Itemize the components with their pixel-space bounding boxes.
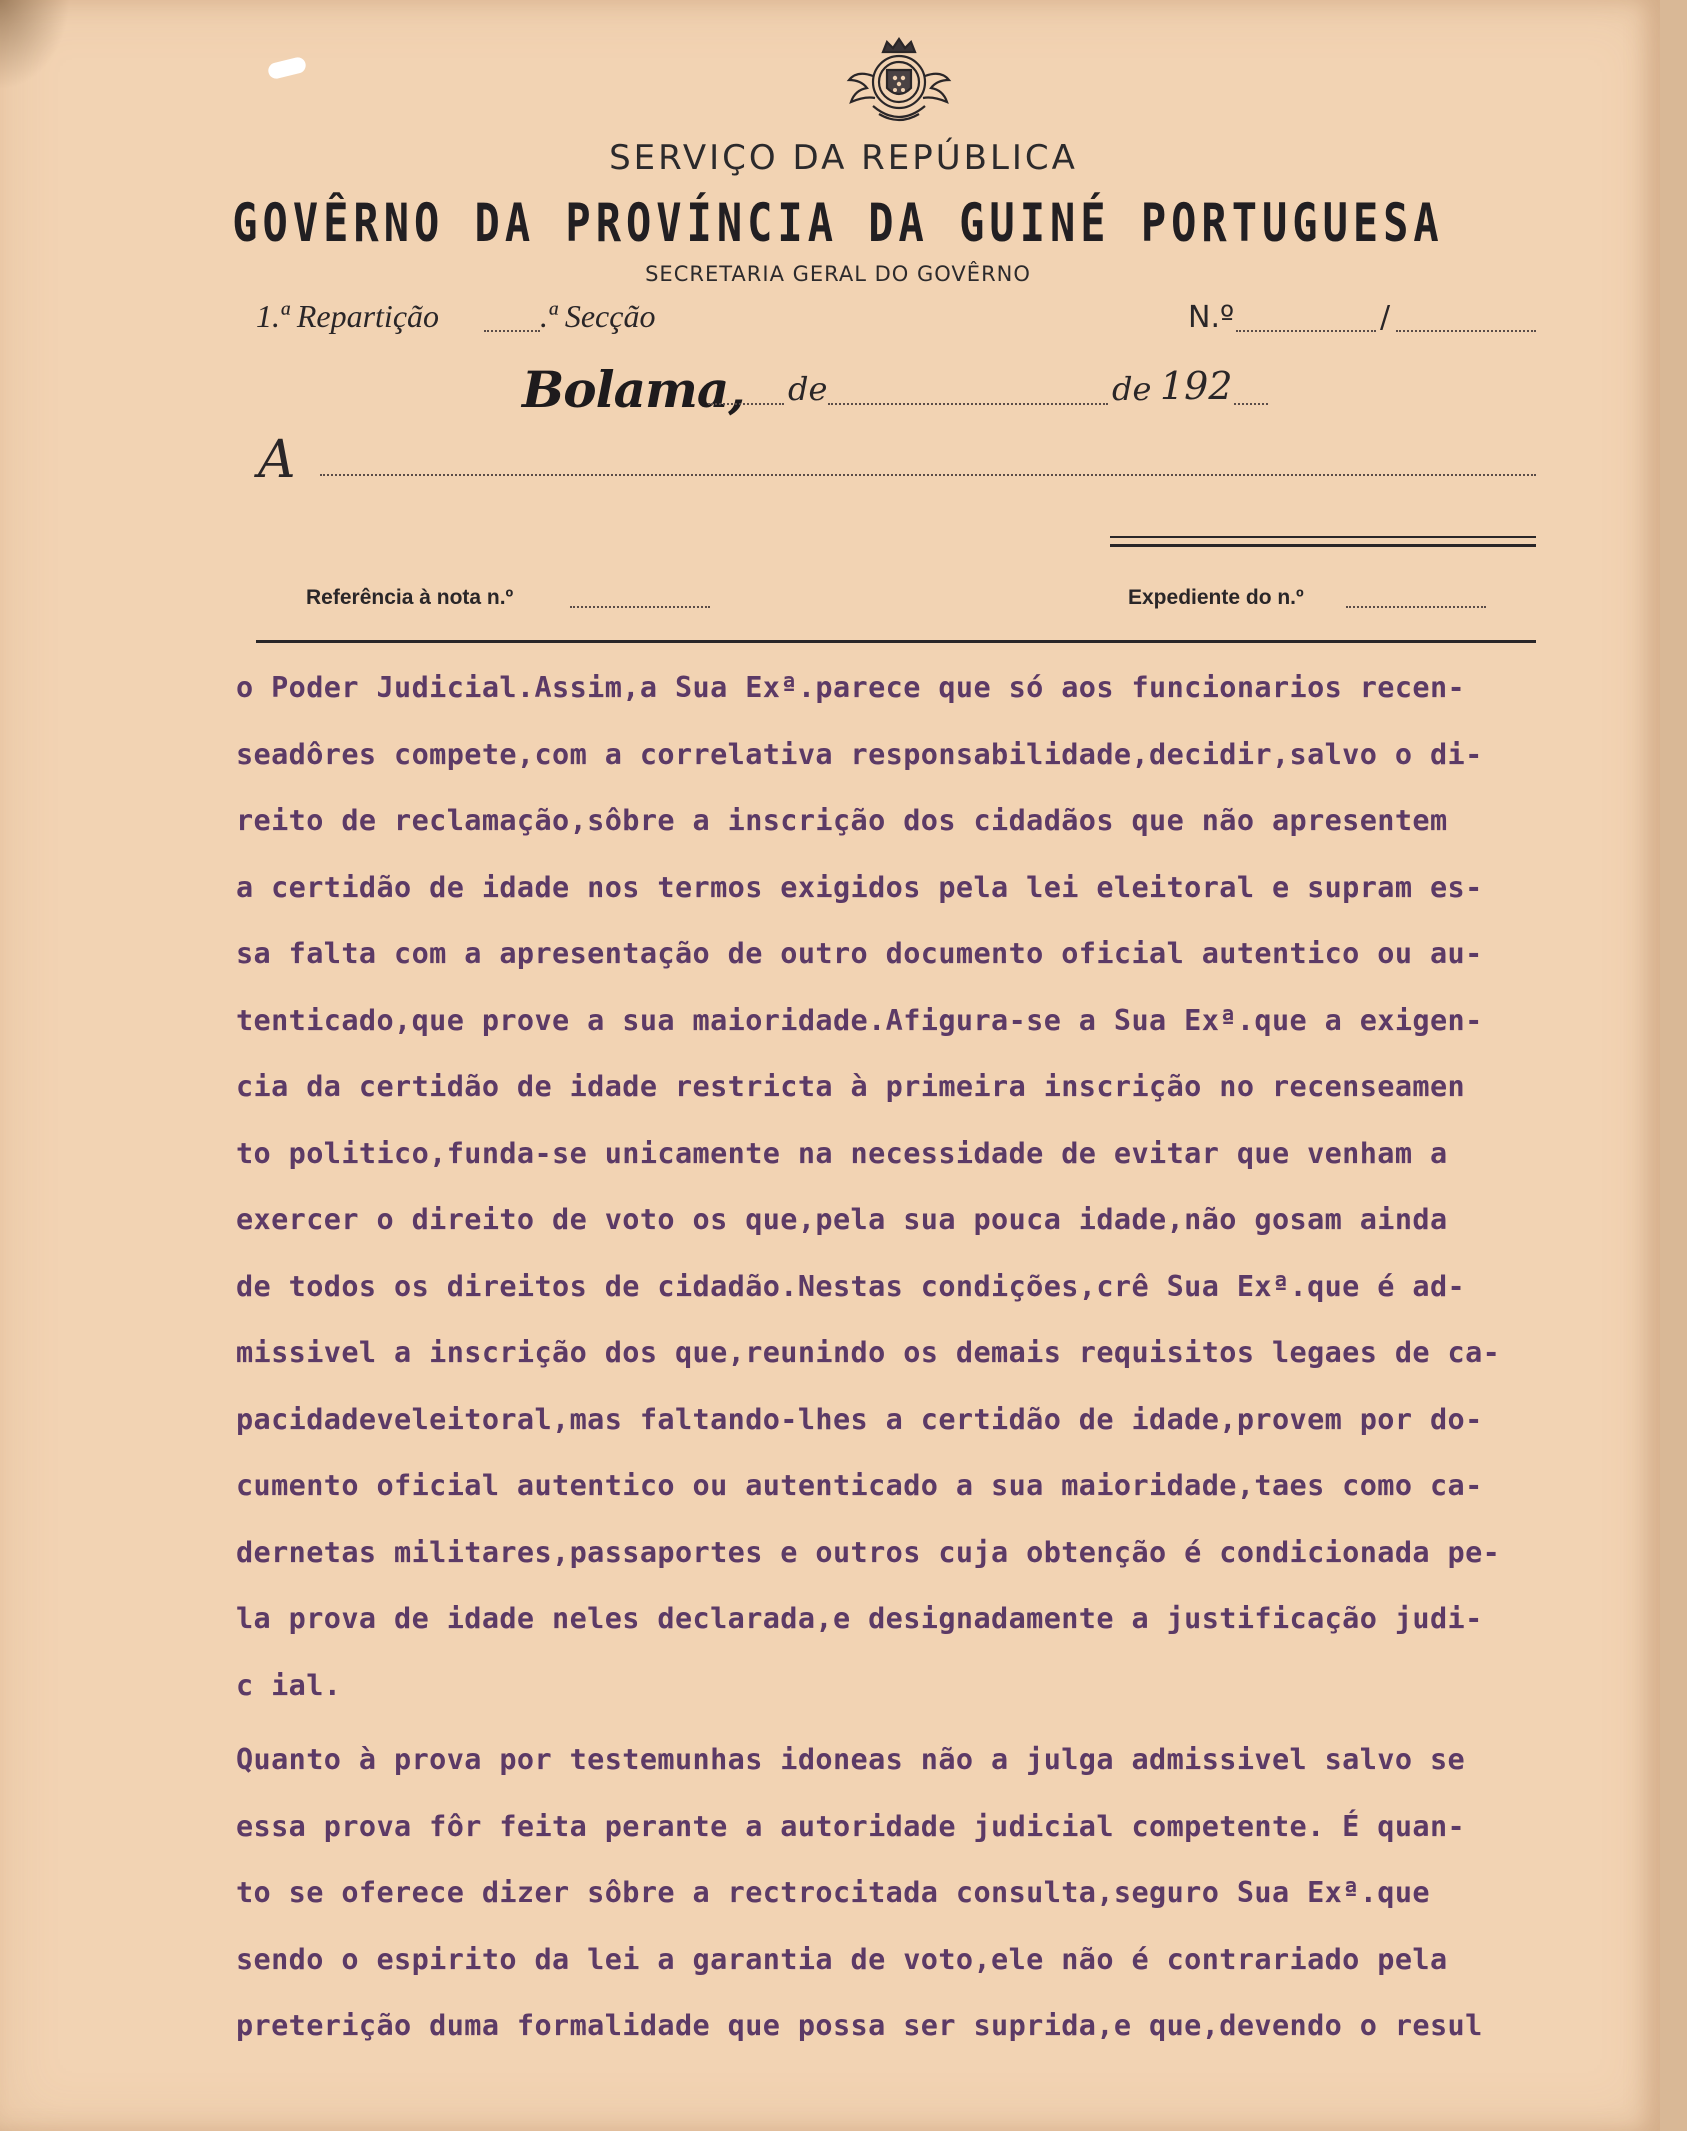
date-de-2: de xyxy=(1112,370,1152,408)
addressee-blank[interactable] xyxy=(320,474,1536,476)
body-line: sendo o espirito da lei a garantia de voto,ele não é contrariado pela xyxy=(236,1942,1448,1976)
body-line: dernetas militares,passaportes e outros cuja obtenção é condicionada pe- xyxy=(236,1535,1501,1569)
body-line: exercer o direito de voto os que,pela sua pouca idade,não gosam ainda xyxy=(236,1203,1448,1236)
referencia-blank[interactable] xyxy=(570,606,710,608)
header-line-3: SECRETARIA GERAL DO GOVÊRNO xyxy=(645,262,1031,286)
numero-label: N.º xyxy=(1188,300,1235,335)
numero-year-blank[interactable] xyxy=(1396,330,1536,332)
seccao-blank[interactable] xyxy=(484,330,540,332)
expediente-blank[interactable] xyxy=(1346,606,1486,608)
year-blank[interactable] xyxy=(1234,403,1268,405)
body-line: la prova de idade neles declarada,e designadamente a justificação judi- xyxy=(236,1602,1483,1635)
body-line: to se oferece dizer sôbre a rectrocitada consulta,seguro Sua Exª.que xyxy=(236,1876,1430,1909)
body-line: c ial. xyxy=(236,1668,342,1702)
addressee-label: A xyxy=(258,430,296,490)
coat-of-arms-icon xyxy=(843,36,955,132)
reparticao-label: 1.ª Repartição xyxy=(256,298,440,334)
double-rule-bottom xyxy=(1110,544,1536,547)
body-line: missivel a inscrição dos que,reunindo os demais requisitos legaes de ca- xyxy=(236,1336,1501,1369)
body-line: to politico,funda-se unicamente na necessidade de evitar que venham a xyxy=(236,1136,1448,1170)
letter-body xyxy=(236,655,1666,2060)
body-line: Quanto à prova por testemunhas idoneas não a julga admissivel salvo se xyxy=(236,1743,1466,1776)
body-line: cia da certidão de idade restricta à primeira inscrição no recenseamen xyxy=(236,1070,1466,1103)
expediente-label: Expediente do n.º xyxy=(1128,586,1304,609)
date-de-1: de xyxy=(788,370,828,408)
body-line: sa falta com a apresentação de outro documento oficial autentico ou au- xyxy=(236,937,1483,970)
body-line: de todos os direitos de cidadão.Nestas condições,crê Sua Exª.que é ad- xyxy=(236,1269,1466,1303)
header-divider xyxy=(256,640,1536,643)
day-blank[interactable] xyxy=(708,403,784,405)
body-line: o Poder Judicial.Assim,a Sua Exª.parece que só aos funcionarios recen- xyxy=(236,671,1466,704)
body-line: preterição duma formalidade que possa ser suprida,e que,devendo o resul xyxy=(236,2009,1483,2042)
double-rule-top xyxy=(1110,536,1536,538)
body-line: cumento oficial autentico ou autenticado a sua maioridade,taes como ca- xyxy=(236,1469,1483,1502)
numero-separator: / xyxy=(1380,300,1391,335)
year-prefix: 192 xyxy=(1160,364,1233,408)
body-line: seadôres compete,com a correlativa responsabilidade,decidir,salvo o di- xyxy=(236,737,1483,771)
body-line: essa prova fôr feita perante a autoridade judicial competente. É quan- xyxy=(236,1809,1466,1843)
body-line: a certidão de idade nos termos exigidos pela lei eleitoral e supram es- xyxy=(236,870,1483,904)
seccao-label: .ª Secção xyxy=(540,298,656,334)
body-line: tenticado,que prove a sua maioridade.Afigura-se a Sua Exª.que a exigen- xyxy=(236,1003,1483,1037)
referencia-label: Referência à nota n.º xyxy=(306,586,514,609)
body-line: pacidadeveleitoral,mas faltando-lhes a certidão de idade,provem por do- xyxy=(236,1402,1483,1436)
header-line-1: SERVIÇO DA REPÚBLICA xyxy=(609,138,1078,178)
numero-blank[interactable] xyxy=(1236,330,1376,332)
body-line: reito de reclamação,sôbre a inscrição dos cidadãos que não apresentem xyxy=(236,804,1448,837)
month-blank[interactable] xyxy=(828,403,1108,405)
header-line-2: GOVÊRNO DA PROVÍNCIA DA GUINÉ PORTUGUESA xyxy=(232,192,1444,254)
place-name: Bolama, xyxy=(522,360,745,419)
